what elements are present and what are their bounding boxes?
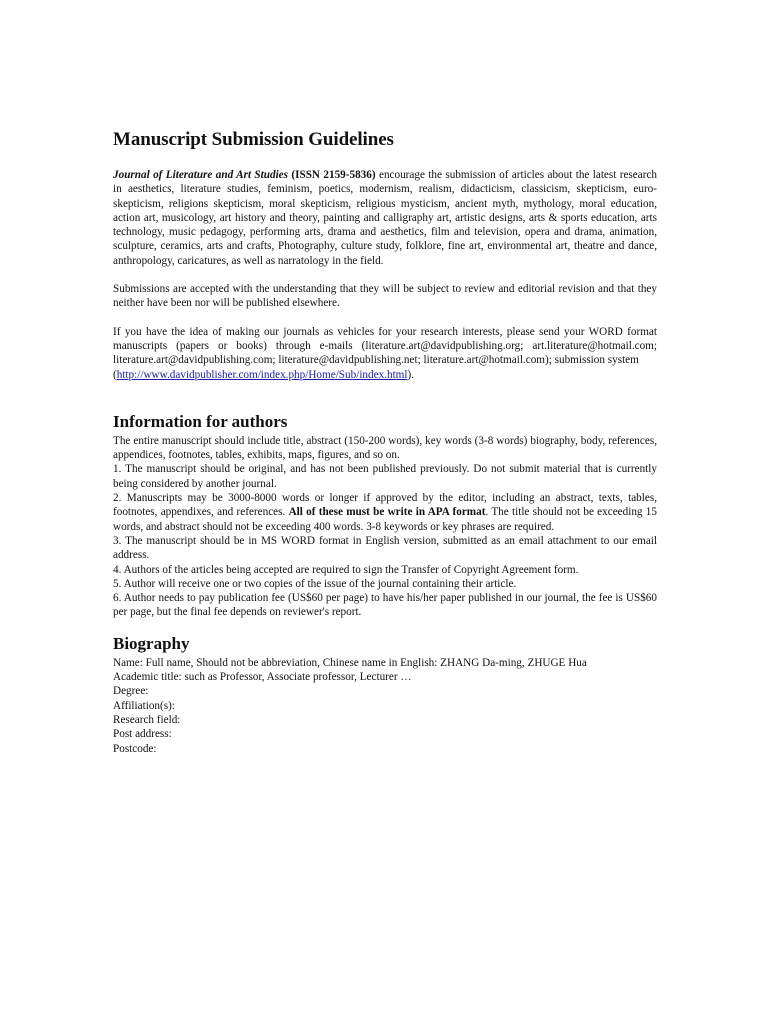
bio-research-field: Research field: xyxy=(113,713,181,726)
contact-text: If you have the idea of making our journals as vehicles for your research interests, please send your WORD format manuscripts (papers or books) through e-mails (literature.art@davidpublishing.org; art.literature@hotmail.com; literature.art@davidpublishing.com; literature@davidpublishing.net; literature.art@hotmail.com); submission system xyxy=(113,325,657,367)
apa-format-note: All of these must be write in APA format xyxy=(288,506,486,519)
bio-name: Name: Full name, Should not be abbreviation, Chinese name in English: ZHANG Da-ming, ZHUGE Hua xyxy=(113,656,587,669)
info-heading: Information for authors xyxy=(113,411,288,431)
info-item-5: 5. Author will receive one or two copies of the issue of the journal containing their article. xyxy=(113,577,517,590)
bio-degree: Degree: xyxy=(113,685,149,698)
journal-name: Journal of Literature and Art Studies xyxy=(113,169,289,181)
info-item-2-rest: . The title should not be exceeding 15 words, and abstract should not be exceeding 400 words. 3-8 keywords or key phrases are required. xyxy=(113,506,657,533)
link-open: ( xyxy=(113,368,117,381)
contact-paragraph xyxy=(113,325,657,382)
bio-postcode: Postcode: xyxy=(113,742,157,755)
bio-academic-title: Academic title: such as Professor, Associate professor, Lecturer … xyxy=(113,671,412,684)
intro-paragraph xyxy=(113,168,657,268)
info-item-6: 6. Author needs to pay publication fee (US$60 per page) to have his/her paper published in our journal, the fee is US$60 per page, but the final fee depends on reviewer's report. xyxy=(113,592,657,619)
document-page xyxy=(113,128,657,756)
page-title: Manuscript Submission Guidelines xyxy=(113,129,394,150)
info-item-3: 3. The manuscript should be in MS WORD format in English version, submitted as an email attachment to our email address. xyxy=(113,534,657,562)
submissions-paragraph: Submissions are accepted with the understanding that they will be subject to review and editorial revision and that they neither have been nor will be published elsewhere. xyxy=(113,283,657,310)
submission-system-link[interactable]: http://www.davidpublisher.com/index.php/Home/Sub/index.html xyxy=(116,368,408,381)
info-item-1: 1. The manuscript should be original, and has not been published previously. Do not submit material that is currently being considered by another journal. xyxy=(113,463,657,490)
bio-affiliation: Affiliation(s): xyxy=(113,699,175,712)
info-intro: The entire manuscript should include title, abstract (150-200 words), key words (3-8 words) biography, body, references, appendices, footnotes, tables, exhibits, maps, figures, and so on. xyxy=(113,434,657,462)
intro-text: encourage the submission of articles about the latest research in aesthetics, literature studies, feminism, poetics, modernism, realism, didacticism, classicism, skepticism, euro-skepticism, religions skepticism, moral skepticism, religious mysticism, ancient myth, mythology, moral education, action art, musicology, art history and theory, painting and calligraphy art, artistic designs, arts & sports education, arts technology, music pedagogy, performing arts, drama and aesthetics, film and television, opera and drama, animation, sculpture, ceramics, arts and crafts, Photography, culture study, folklore, fine art, environmental art, theatre and dance, anthropology, caricatures, as well as narratology in the field. xyxy=(113,169,658,267)
link-close: ). xyxy=(407,368,415,381)
issn: (ISSN 2159-5836) xyxy=(291,169,376,181)
bio-heading: Biography xyxy=(113,633,190,653)
info-item-2-text: 2. Manuscripts may be 3000-8000 words or longer if approved by the editor, including an abstract, texts, tables, footnotes, appendixes, and references. xyxy=(113,492,657,519)
info-item-2 xyxy=(113,491,657,534)
bio-post-address: Post address: xyxy=(113,728,172,741)
info-item-4: 4. Authors of the articles being accepted are required to sign the Transfer of Copyright Agreement form. xyxy=(113,563,579,576)
